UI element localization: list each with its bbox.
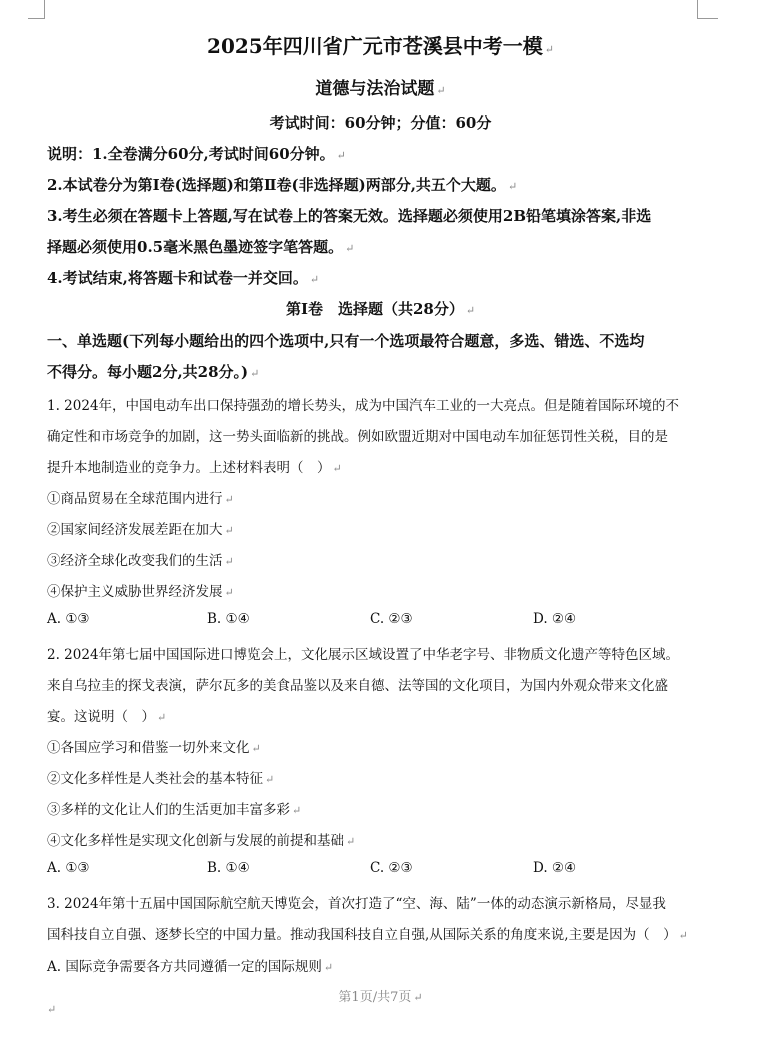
question-1-statement: ①商品贸易在全球范围内进行 ↵	[47, 491, 234, 507]
corner-mark-top-right	[697, 0, 718, 19]
instruction-line: 择题必须使用0.5毫米黑色墨迹签字笔答题。 ↵	[47, 238, 355, 256]
question-2-statement: ②文化多样性是人类社会的基本特征 ↵	[47, 771, 275, 787]
part-intro-line: 不得分。每小题2分,共28分。) ↵	[47, 363, 260, 381]
question-1-stem-line: 提升本地制造业的竞争力。上述材料表明（ ） ↵	[47, 460, 342, 476]
question-1-statement: ③经济全球化改变我们的生活 ↵	[47, 553, 234, 569]
exam-subtitle: 道德与法治试题 ↵	[315, 79, 446, 99]
question-1-statement: ④保护主义威胁世界经济发展 ↵	[47, 584, 234, 600]
question-2-stem-line: 来自乌拉圭的探戈表演，萨尔瓦多的美食品鉴以及来自德、法等国的文化项目，为国内外观众带来文化盛	[47, 678, 668, 694]
option-d: D. ②④	[533, 611, 577, 627]
option-d: D. ②④	[533, 860, 577, 876]
question-3-stem-line: 国科技自立自强、逐梦长空的中国力量。推动我国科技自立自强,从国际关系的角度来说,主要是因为（ ） ↵	[47, 927, 688, 943]
question-2-statement: ①各国应学习和借鉴一切外来文化 ↵	[47, 740, 261, 756]
question-1-stem-line: 确定性和市场竞争的加剧，这一势头面临新的挑战。例如欧盟近期对中国电动车加征惩罚性关税，目的是	[47, 429, 668, 445]
exam-info: 考试时间：60分钟；分值：60分	[269, 114, 492, 132]
option-b: B. ①④	[207, 611, 250, 627]
option-c: C. ②③	[370, 611, 413, 627]
instruction-line: 4.考试结束,将答题卡和试卷一并交回。 ↵	[47, 269, 320, 287]
question-2-stem-line: 宴。这说明（ ） ↵	[47, 709, 167, 725]
corner-mark-top-left	[28, 0, 45, 19]
option-a: A. ①③	[47, 611, 90, 627]
question-3-stem-line: 3. 2024年第十五届中国国际航空航天博览会，首次打造了“空、海、陆”一体的动态演示新格局，尽显我	[47, 896, 666, 912]
instruction-line: 2.本试卷分为第Ⅰ卷(选择题)和第Ⅱ卷(非选择题)两部分,共五个大题。 ↵	[47, 176, 518, 194]
instruction-line: 3.考生必须在答题卡上答题,写在试卷上的答案无效。选择题必须使用2B铅笔填涂答案,非选	[47, 207, 652, 225]
question-1-statement: ②国家间经济发展差距在加大 ↵	[47, 522, 234, 538]
instruction-line: 说明：1.全卷满分60分,考试时间60分钟。 ↵	[47, 145, 346, 163]
part-intro-line: 一、单选题(下列每小题给出的四个选项中,只有一个选项最符合题意，多选、错选、不选均	[47, 332, 645, 350]
paragraph-mark: ↵	[47, 1003, 57, 1016]
option-a: A. ①③	[47, 860, 90, 876]
question-2-stem-line: 2. 2024年第七届中国国际进口博览会上，文化展示区域设置了中华老字号、非物质文化遗产等特色区域。	[47, 647, 680, 663]
question-2-statement: ④文化多样性是实现文化创新与发展的前提和基础 ↵	[47, 833, 356, 849]
exam-title: 2025年四川省广元市苍溪县中考一模 ↵	[207, 34, 554, 58]
question-1-stem-line: 1. 2024年，中国电动车出口保持强劲的增长势头，成为中国汽车工业的一大亮点。但是随着国际环境的不	[47, 398, 680, 414]
option-b: B. ①④	[207, 860, 250, 876]
option-c: C. ②③	[370, 860, 413, 876]
question-3-option-a: A. 国际竞争需要各方共同遵循一定的国际规则 ↵	[47, 959, 334, 975]
question-2-statement: ③多样的文化让人们的生活更加丰富多彩 ↵	[47, 802, 302, 818]
page-footer: 第1页/共7页 ↵	[338, 990, 423, 1005]
section-title: 第Ⅰ卷 选择题（共28分） ↵	[285, 300, 476, 318]
